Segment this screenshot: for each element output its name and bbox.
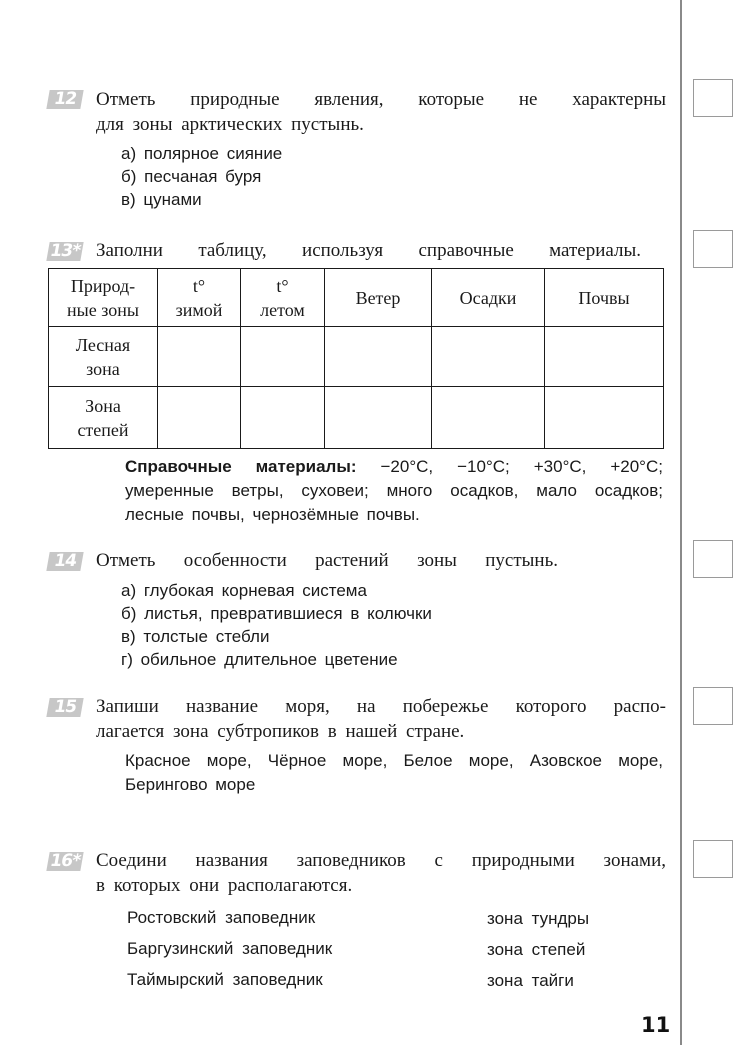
option-item[interactable]: б) листья, превратившиеся в колючки	[121, 604, 432, 623]
task-14-question	[96, 548, 558, 573]
fill-in-table	[48, 268, 664, 449]
task-16-question	[96, 848, 666, 898]
question-line: Заполни таблицу, используя справочные материалы.	[96, 240, 641, 261]
answer-cell[interactable]	[158, 387, 241, 449]
option-item[interactable]: а) полярное сияние	[121, 144, 283, 163]
task-number-15: 15	[46, 698, 83, 717]
reserve-item[interactable]: Таймырский заповедник	[127, 970, 323, 989]
task-number-13: 13*	[46, 242, 83, 261]
option-item[interactable]: б) песчаная буря	[121, 167, 262, 186]
task-15-question	[96, 694, 666, 744]
zone-item[interactable]: зона тундры	[487, 909, 590, 928]
task-12-options	[121, 142, 282, 211]
question-line: лагается зона субтропиков в нашей стране.	[96, 721, 465, 742]
page-number: 11	[641, 1013, 671, 1037]
reserve-item[interactable]: Ростовский заповедник	[127, 908, 316, 927]
task-number-16: 16*	[46, 852, 83, 871]
option-item[interactable]: в) цунами	[121, 190, 202, 209]
zone-item[interactable]: зона степей	[487, 940, 586, 959]
task-12-question	[96, 87, 666, 137]
question-line: в которых они располагаются.	[96, 875, 353, 896]
reference-label: Справочные материалы:	[125, 457, 357, 476]
reference-text: −20°C, −10°C; +30°C, +20°C; умеренные ветры, суховеи; много осадков, мало осадков; лесные почвы, чернозёмные почвы.	[125, 457, 663, 524]
task-number-14: 14	[46, 552, 83, 571]
sea-choices: Красное море, Чёрное море, Белое море, Азовское море, Берингово море	[125, 751, 663, 794]
answer-cell[interactable]	[241, 327, 325, 387]
table-header-cell: Ветер	[325, 269, 432, 327]
reserve-item[interactable]: Баргузинский заповедник	[127, 939, 333, 958]
question-line: Запиши название моря, на побережье которого распо-	[96, 696, 666, 717]
option-item[interactable]: в) толстые стебли	[121, 627, 270, 646]
answer-box-13[interactable]	[693, 230, 733, 268]
question-line: Соедини названия заповедников с природными зонами,	[96, 850, 666, 871]
answer-cell[interactable]	[432, 387, 545, 449]
answer-box-15[interactable]	[693, 687, 733, 725]
table-header-cell: Почвы	[545, 269, 664, 327]
task-number-12: 12	[46, 90, 83, 109]
answer-box-16[interactable]	[693, 840, 733, 878]
option-item[interactable]: г) обильное длительное цветение	[121, 650, 398, 669]
table-header-cell: t° летом	[241, 269, 325, 327]
zone-item[interactable]: зона тайги	[487, 971, 574, 990]
answer-cell[interactable]	[432, 327, 545, 387]
question-line: для зоны арктических пустынь.	[96, 114, 364, 135]
table-row	[49, 387, 664, 449]
margin-rule	[680, 0, 682, 1045]
task-14-options	[121, 579, 432, 671]
answer-box-14[interactable]	[693, 540, 733, 578]
table-header-row	[49, 269, 664, 327]
table-row	[49, 327, 664, 387]
answer-cell[interactable]	[325, 327, 432, 387]
reference-materials	[125, 455, 663, 527]
table-header-cell: t° зимой	[158, 269, 241, 327]
row-label-cell: Зона степей	[49, 387, 158, 449]
answer-box-12[interactable]	[693, 79, 733, 117]
question-line: Отметь особенности растений зоны пустынь.	[96, 550, 558, 571]
question-line: Отметь природные явления, которые не характерны	[96, 89, 666, 110]
answer-cell[interactable]	[325, 387, 432, 449]
row-label-cell: Лесная зона	[49, 327, 158, 387]
task-13-question	[96, 238, 641, 263]
table-header-cell: Природ- ные зоны	[49, 269, 158, 327]
option-item[interactable]: а) глубокая корневая система	[121, 581, 367, 600]
table-header-cell: Осадки	[432, 269, 545, 327]
answer-cell[interactable]	[545, 327, 664, 387]
answer-cell[interactable]	[241, 387, 325, 449]
answer-cell[interactable]	[545, 387, 664, 449]
answer-cell[interactable]	[158, 327, 241, 387]
